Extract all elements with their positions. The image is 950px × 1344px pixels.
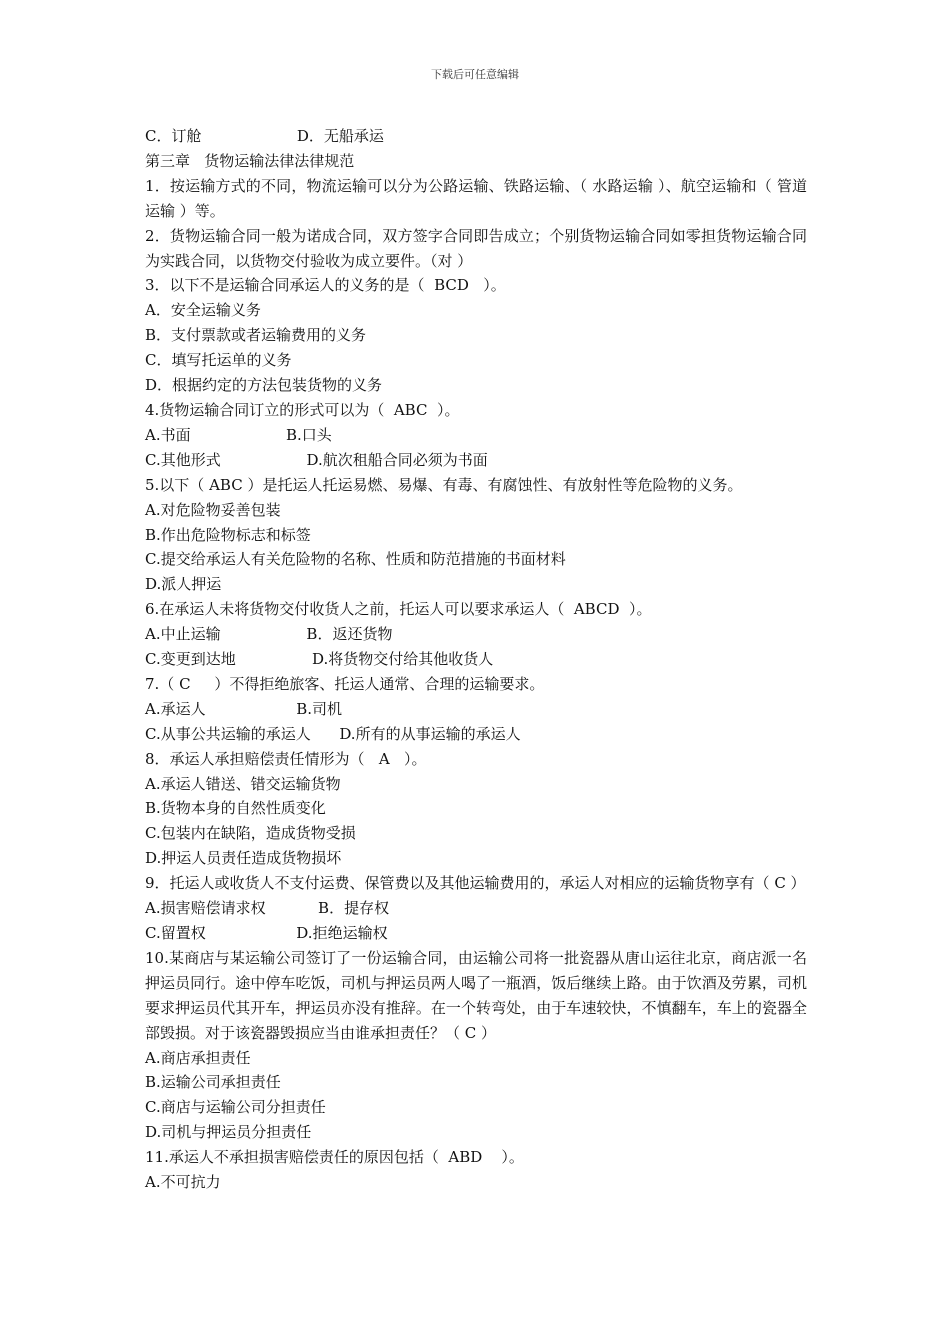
question-10: 10.某商店与某运输公司签订了一份运输合同，由运输公司将一批瓷器从唐山运往北京，商店派一名押运员同行。途中停车吃饭，司机与押运员两人喝了一瓶酒，饭后继续上路。由于饮酒及劳累，司机要求押运员代其开车，押运员亦没有推辞。在一个转弯处，由于车速较快，不慎翻车，车上的瓷器全部毁损。对于该瓷器毁损应当由谁承担责任？（ C ） [145,948,807,1042]
option-line: D.派人押运 [145,575,222,594]
question-4: 4.货物运输合同订立的形式可以为（ ABC ）。 [145,400,460,419]
option-line: D．根据约定的方法包装货物的义务 [145,376,383,395]
option-line: C．填写托运单的义务 [145,351,292,370]
option-line: C.变更到达地 D.将货物交付给其他收货人 [145,650,494,669]
option-line: C．订舱 D．无船承运 [145,127,384,145]
option-line: B．支付票款或者运输费用的义务 [145,326,367,345]
question-6: 6.在承运人未将货物交付收货人之前，托运人可以要求承运人（ ABCD ）。 [145,600,652,619]
question-11: 11.承运人不承担损害赔偿责任的原因包括（ ABD ）。 [145,1148,524,1167]
option-line: A.损害赔偿请求权 B．提存权 [145,899,390,918]
page-header: 下载后可任意编辑 [431,68,519,81]
option-line: C.包装内在缺陷，造成货物受损 [145,824,356,843]
option-line: C.其他形式 D.航次租船合同必须为书面 [145,450,488,469]
option-line: A.中止运输 B．返还货物 [145,625,393,644]
option-line: A.书面 B.口头 [145,425,332,444]
option-line: A.不可抗力 [145,1173,221,1192]
option-line: A.商店承担责任 [145,1048,251,1067]
option-line: A．安全运输义务 [145,301,261,320]
option-line: B.运输公司承担责任 [145,1073,281,1092]
option-line: A.承运人 B.司机 [145,699,342,718]
option-line: B.作出危险物标志和标签 [145,525,311,544]
option-line: C.商店与运输公司分担责任 [145,1098,326,1117]
option-line: A.承运人错送、错交运输货物 [145,774,341,793]
option-line: D.押运人员责任造成货物损坏 [145,849,342,868]
question-3: 3．以下不是运输合同承运人的义务的是（ BCD ）。 [145,276,506,295]
question-9: 9．托运人或收货人不支付运费、保管费以及其他运输费用的，承运人对相应的运输货物享有（ C ） [145,874,806,893]
option-line: D.司机与押运员分担责任 [145,1123,312,1142]
option-line: C.提交给承运人有关危险物的名称、性质和防范措施的书面材料 [145,550,566,569]
option-line: C.留置权 D.拒绝运输权 [145,924,388,942]
chapter-title: 第三章 货物运输法律法律规范 [145,151,355,170]
question-8: 8．承运人承担赔偿责任情形为（ A ）。 [145,749,427,768]
question-7: 7.（ C ）不得拒绝旅客、托运人通常、合理的运输要求。 [145,674,545,693]
option-line: B.货物本身的自然性质变化 [145,799,326,818]
option-line: A.对危险物妥善包装 [145,500,281,519]
question-2: 2．货物运输合同一般为诺成合同，双方签字合同即告成立；个别货物运输合同如零担货物运输合同为实践合同，以货物交付验收为成立要件。（对 ） [145,226,807,270]
question-1: 1．按运输方式的不同，物流运输可以分为公路运输、铁路运输、（ 水路运输 ）、航空运输和（ 管道运输 ）等。 [145,176,807,220]
option-line: C.从事公共运输的承运人 D.所有的从事运输的承运人 [145,724,521,743]
question-5: 5.以下（ ABC ）是托运人托运易燃、易爆、有毒、有腐蚀性、有放射性等危险物的义务。 [145,475,743,494]
document-body [145,124,807,1195]
